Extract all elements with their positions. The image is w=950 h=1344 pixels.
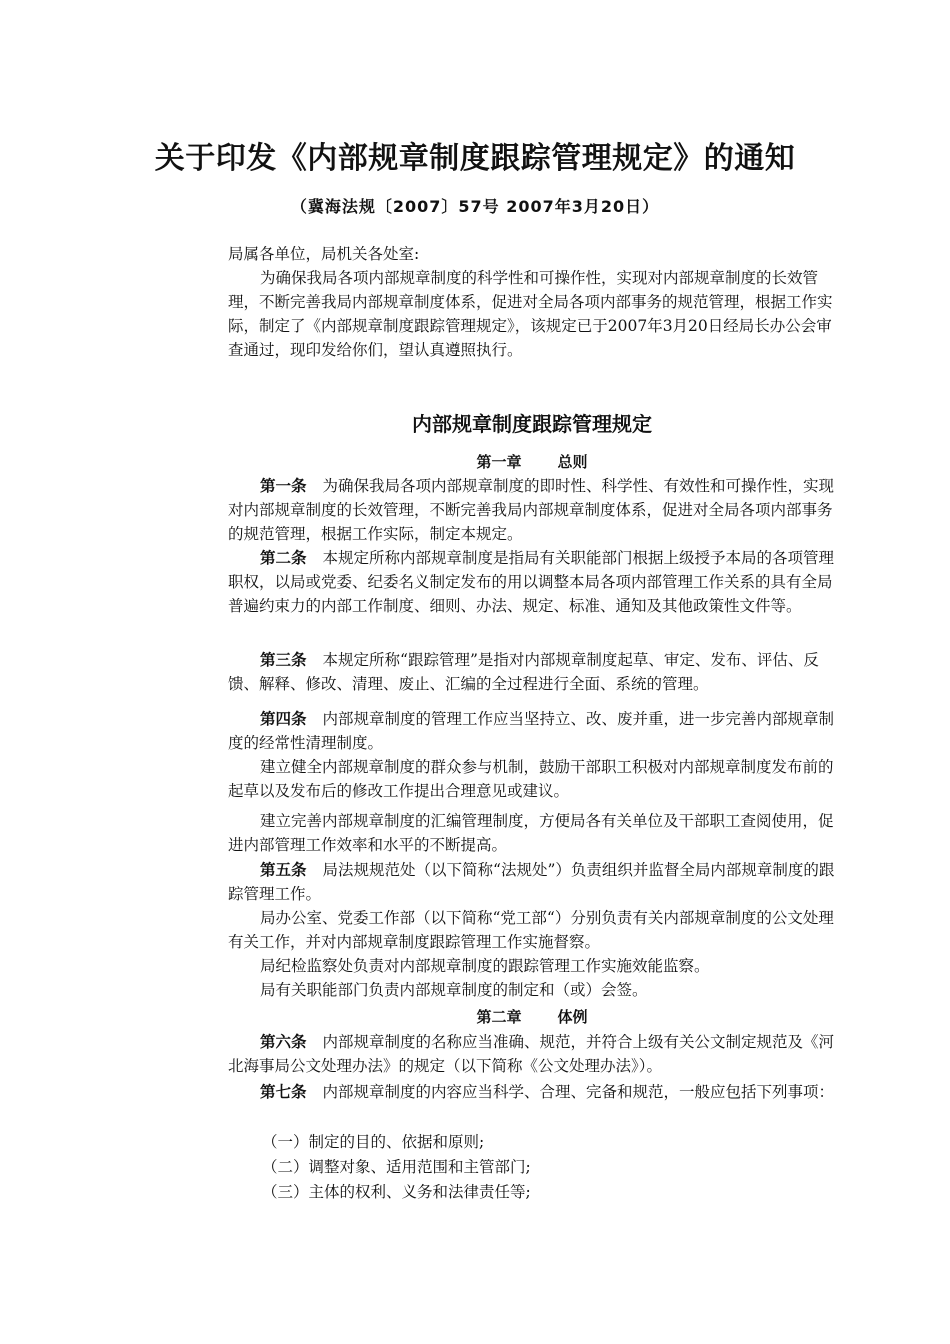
article-text: 局法规规范处（以下简称“法规处”）负责组织并监督全局内部规章制度的跟踪管理工作。 (228, 861, 835, 903)
article-label: 第五条 (260, 860, 307, 879)
intro-text: 为确保我局各项内部规章制度的科学性和可操作性，实现对内部规章制度的长效管理，不断完善我局内部规章制度体系，促进对全局各项内部事务的规范管理，根据工作实际，制定了《内部规章制度跟踪管理规定》，该规定已于2007年3月20日经局长办公会审查通过，现印发给你们，望认真遵照执行。 (228, 269, 833, 359)
article-7 (228, 1080, 838, 1104)
article-text: 为确保我局各项内部规章制度的即时性、科学性、有效性和可操作性，实现对内部规章制度的长效管理，不断完善我局内部规章制度体系，促进对全局各项内部事务的规范管理，根据工作实际，制定本规定。 (228, 477, 835, 543)
article-3 (228, 648, 838, 696)
document-number: （冀海法规〔2007〕57号 2007年3月20日） (290, 197, 660, 216)
chapter-heading-1 (0, 451, 950, 472)
chapter-name: 体例 (557, 1008, 588, 1026)
article-text: 内部规章制度的内容应当科学、合理、完备和规范，一般应包括下列事项： (322, 1083, 835, 1101)
article-text: 本规定所称内部规章制度是指局有关职能部门根据上级授予本局的各项管理职权，以局或党委、纪委名义制定发布的用以调整本局各项内部管理工作关系的具有全局普遍约束力的内部工作制度、细则、办法、规定、标准、通知及其他政策性文件等。 (228, 549, 835, 615)
addressee: 局属各单位，局机关各处室: (228, 245, 420, 263)
article-text: 本规定所称“跟踪管理”是指对内部规章制度起草、审定、发布、评估、反馈、解释、修改、清理、废止、汇编的全过程进行全面、系统的管理。 (228, 651, 819, 693)
article-2 (228, 546, 838, 618)
document-title: 关于印发《内部规章制度跟踪管理规定》的通知 (154, 141, 796, 176)
article-label: 第三条 (260, 650, 307, 669)
article-paragraph: 局办公室、党委工作部（以下简称“党工部“）分别负责有关内部规章制度的公文处理有关工作，并对内部规章制度跟踪管理工作实施督察。 (228, 909, 834, 951)
list-item: （二）调整对象、适用范围和主管部门; (262, 1158, 531, 1176)
chapter-heading-2 (0, 1006, 950, 1027)
regulation-title: 内部规章制度跟踪管理规定 (412, 412, 652, 436)
chapter-name: 总则 (557, 453, 588, 471)
article-5 (228, 858, 838, 1002)
list-item: （三）主体的权利、义务和法律责任等; (262, 1183, 531, 1201)
article-paragraph: 建立完善内部规章制度的汇编管理制度，方便局各有关单位及干部职工查阅使用，促进内部管理工作效率和水平的不断提高。 (228, 812, 834, 854)
chapter-number: 第二章 (476, 1008, 522, 1026)
article-label: 第二条 (260, 548, 307, 567)
chapter-number: 第一章 (476, 453, 522, 471)
article-paragraph: 建立健全内部规章制度的群众参与机制，鼓励干部职工积极对内部规章制度发布前的起草以及发布后的修改工作提出合理意见或建议。 (228, 758, 834, 800)
article-1 (228, 474, 838, 546)
article-4 (228, 707, 838, 857)
intro-paragraph (228, 266, 838, 362)
article-paragraph: 局纪检监察处负责对内部规章制度的跟踪管理工作实施效能监察。 (260, 957, 710, 975)
article-6 (228, 1030, 838, 1078)
article-text: 内部规章制度的名称应当准确、规范，并符合上级有关公文制定规范及《河北海事局公文处理办法》的规定（以下简称《公文处理办法》）。 (228, 1033, 835, 1075)
article-label: 第四条 (260, 709, 307, 728)
article-label: 第一条 (260, 476, 307, 495)
article-text: 内部规章制度的管理工作应当坚持立、改、废并重，进一步完善内部规章制度的经常性清理制度。 (228, 710, 835, 752)
list-item: （一）制定的目的、依据和原则; (262, 1133, 485, 1151)
article-paragraph: 局有关职能部门负责内部规章制度的制定和（或）会签。 (260, 981, 648, 999)
article-label: 第六条 (260, 1032, 307, 1051)
article-label: 第七条 (260, 1082, 307, 1101)
